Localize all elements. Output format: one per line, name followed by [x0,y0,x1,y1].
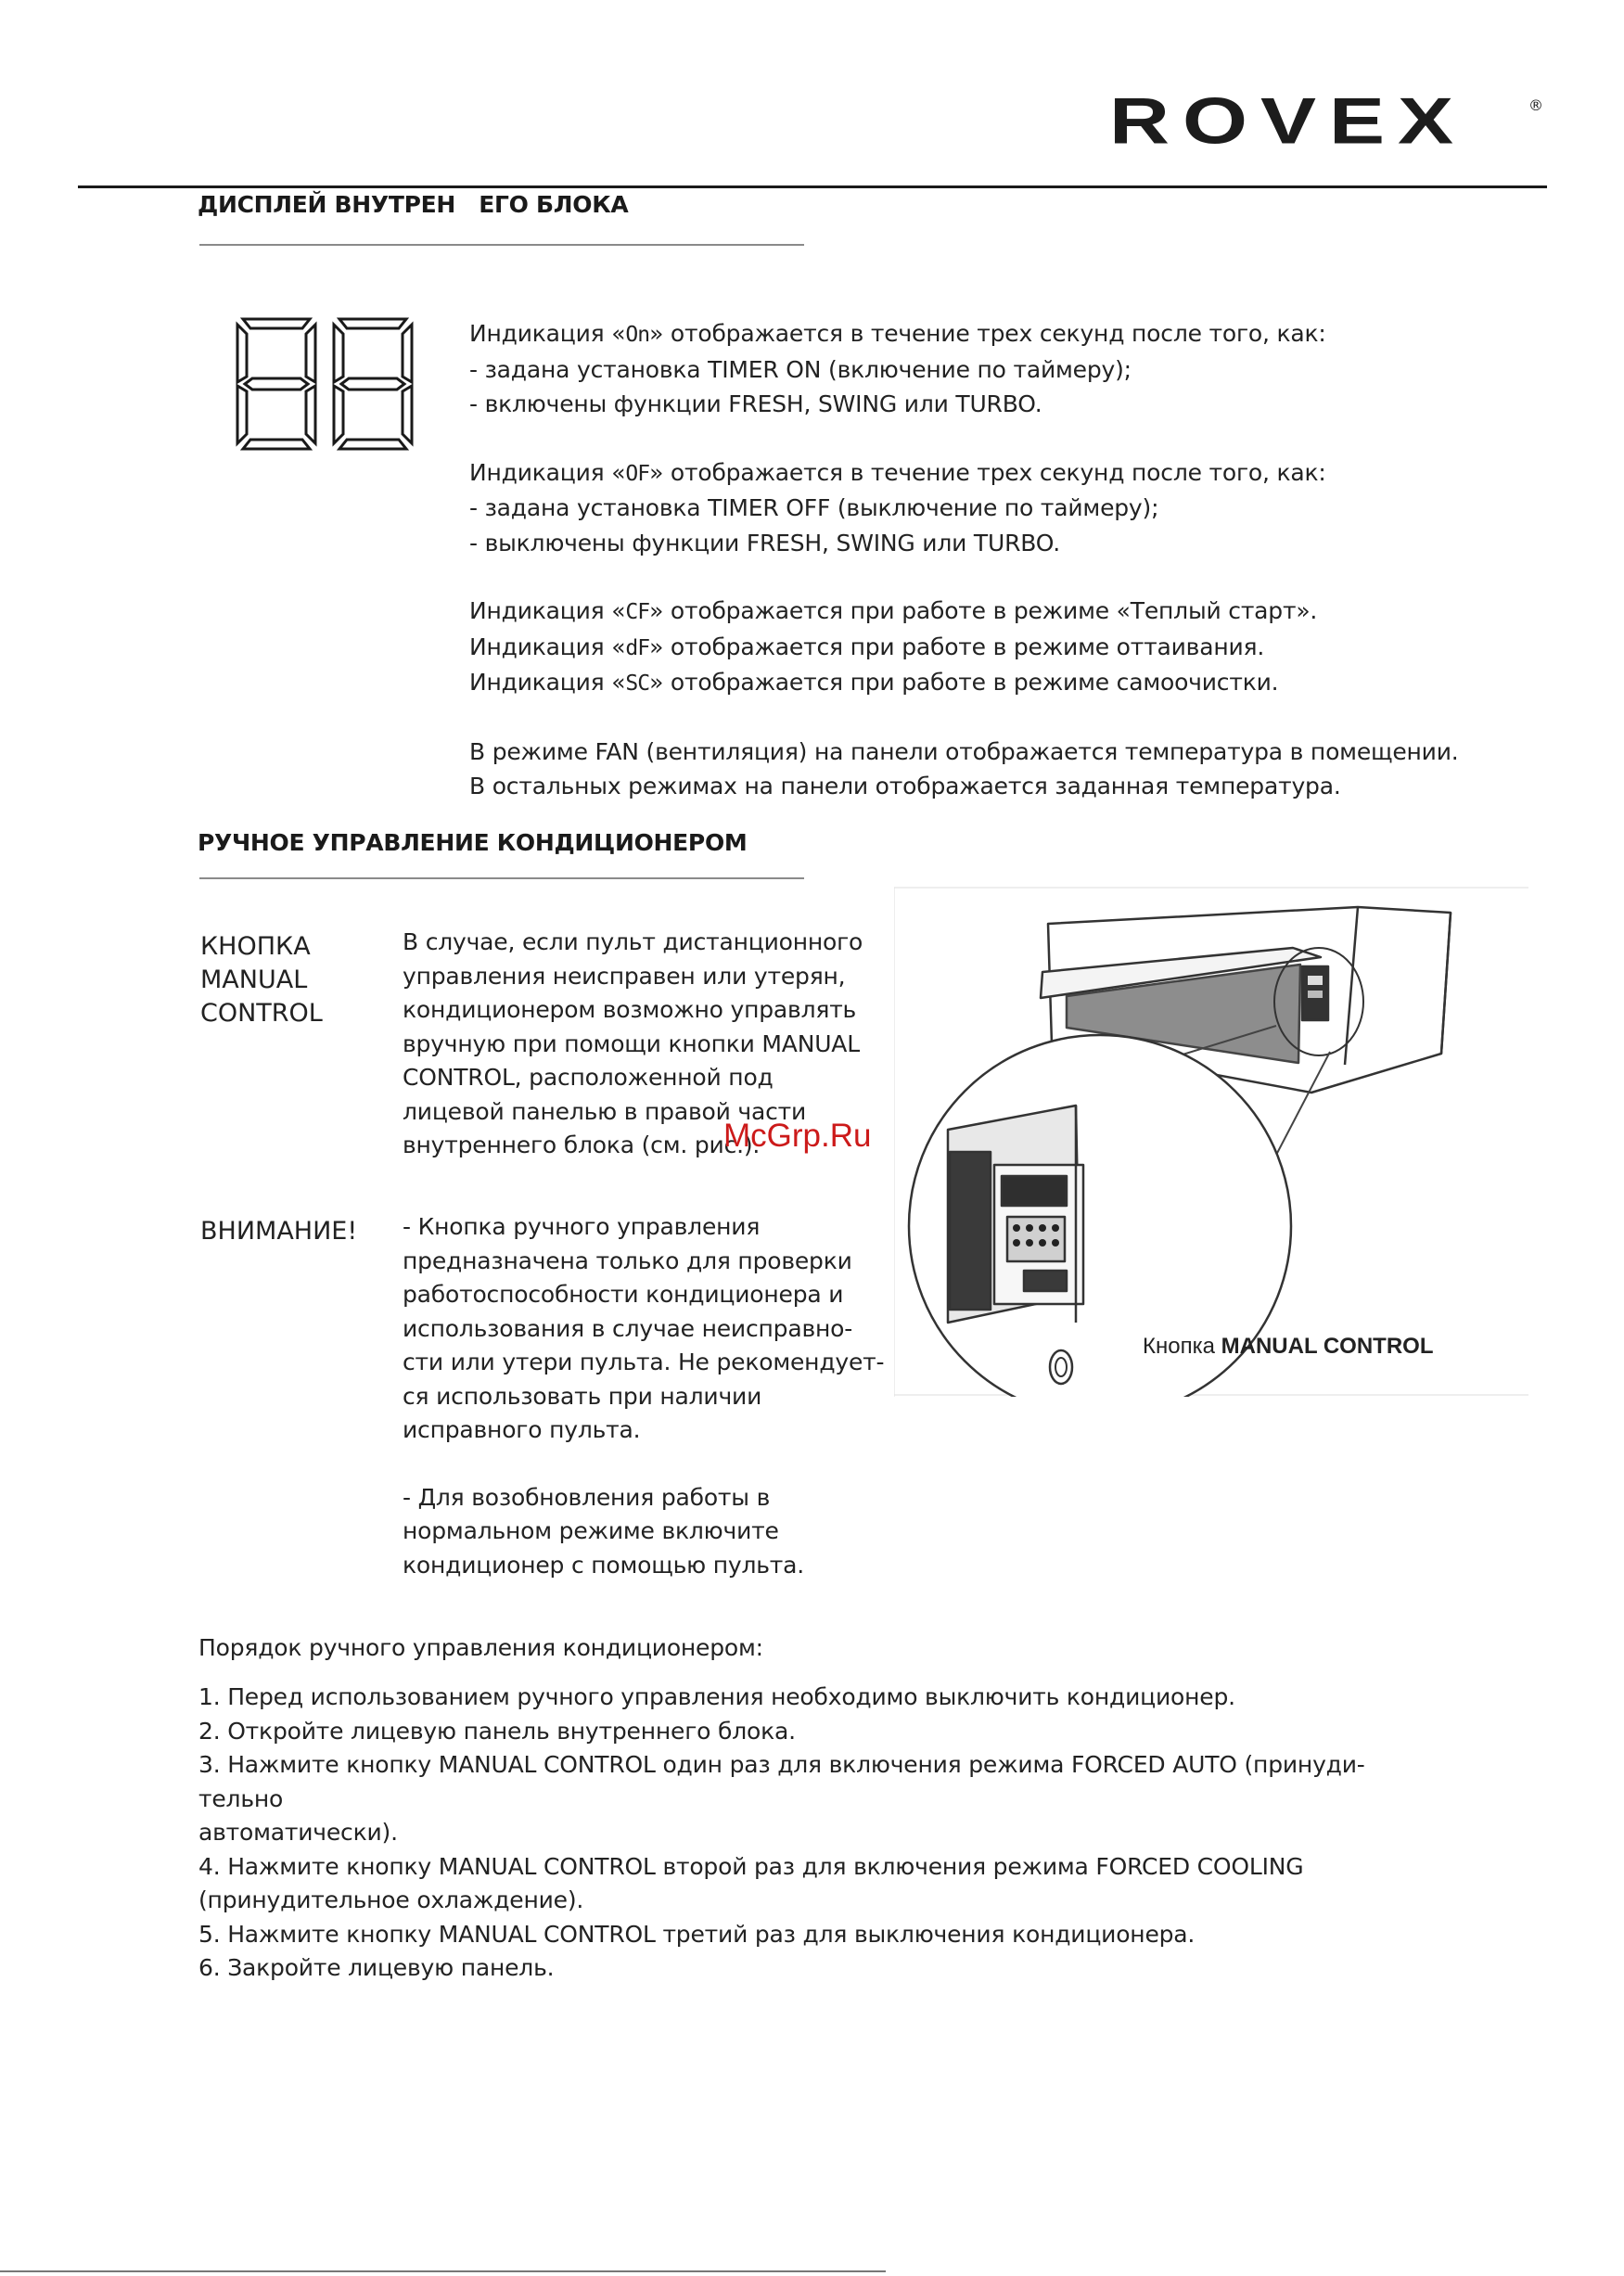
segment-code-df: dF [625,635,650,660]
text-line: кондиционером возможно управлять [403,996,857,1023]
label-warning: ВНИМАНИЕ! [200,1217,358,1246]
procedure-line: тельно [198,1784,284,1812]
text-line: исправного пульта. [403,1416,641,1443]
registered-mark: ® [1528,96,1543,114]
text-fragment: » отображается в течение трех секунд после того, как: [649,458,1326,486]
text-fragment: Индикация « [469,597,626,624]
section-heading-manual: РУЧНОЕ УПРАВЛЕНИЕ КОНДИЦИОНЕРОМ [198,829,748,856]
text-line: управления неисправен или утерян, [403,962,846,990]
illustration-caption [1143,1334,1434,1360]
procedure-line: 6. Закройте лицевую панель. [198,1954,555,1981]
caption-prefix: Кнопка [1143,1334,1221,1359]
line-sc [469,666,1459,701]
section-heading-rule [199,244,804,246]
text-fragment: » отображается в течение трех секунд после того, как: [649,320,1326,347]
paragraph-on [469,317,1459,422]
text-line: использования в случае неисправно- [403,1314,853,1342]
segment-code-off: OF [625,461,650,486]
text-line: - задана установка TIMER OFF (выключение по таймеру); [469,494,1159,521]
procedure-line: 5. Нажмите кнопку MANUAL CONTROL третий раз для выключения кондиционера. [198,1920,1196,1948]
label-line: КНОПКА [200,932,311,961]
text-line: - Для возобновления работы в [403,1483,771,1511]
segment-code-sc: SC [625,671,650,696]
label-line: MANUAL [200,965,308,994]
procedure-line: (принудительное охлаждение). [198,1886,584,1913]
line-off-intro [469,456,1459,492]
display-indication-text [469,317,1459,805]
text-line: работоспособности кондиционера и [403,1281,844,1308]
paragraph-off [469,456,1459,561]
procedure-line: 4. Нажмите кнопку MANUAL CONTROL второй раз для включения режима FORCED COOLING [198,1852,1304,1880]
warning-text [403,1210,884,1582]
section-heading-rule [199,877,804,879]
text-line: кондиционер с помощью пульта. [403,1551,805,1579]
text-fragment: Индикация « [469,633,626,660]
procedure-title: Порядок ручного управления кондиционером: [198,1634,763,1661]
procedure-line: автоматически). [198,1819,398,1846]
footer-rule [0,2270,886,2272]
text-line: В режиме FAN (вентиляция) на панели отображается температура в помещении. [469,737,1459,765]
line-cf [469,595,1459,630]
text-line: предназначена только для проверки [403,1247,852,1274]
text-fragment: Индикация « [469,320,626,347]
text-fragment: » отображается при работе в режиме оттаивания. [649,633,1265,660]
text-line: ся использовать при наличии [403,1382,762,1410]
text-line: внутреннего блока (см. рис.). [403,1132,761,1158]
header-rule [78,185,1547,188]
line-on-intro [469,317,1459,352]
text-line: нормальном режиме включите [403,1517,779,1544]
text-line: - включены функции FRESH, SWING или TURBO. [469,390,1042,417]
text-line: сти или утери пульта. Не рекомендует- [403,1349,885,1375]
text-line: - выключены функции FRESH, SWING или TURBO. [469,529,1060,556]
brand-logo: ROVEX [1109,85,1467,159]
procedure-steps [198,1681,1365,1986]
text-fragment: » отображается при работе в режиме «Теплый старт». [649,597,1318,624]
line-df [469,631,1459,666]
section-heading-display: ДИСПЛЕЙ ВНУТРЕН ЕГО БЛОКА [198,191,629,218]
paragraph-modes [469,595,1459,701]
text-fragment: Индикация « [469,458,626,486]
seven-segment-display-icon [232,315,417,453]
text-line: В остальных режимах на панели отображается заданная температура. [469,773,1341,799]
label-line: CONTROL [200,999,323,1028]
text-fragment: Индикация « [469,669,626,696]
text-line: - задана установка TIMER ON (включение по таймеру); [469,355,1132,383]
text-line: В случае, если пульт дистанционного [403,928,863,955]
procedure-line: 2. Откройте лицевую панель внутреннего блока. [198,1717,796,1745]
segment-code-on: On [625,323,650,347]
text-fragment: » отображается при работе в режиме самоочистки. [649,669,1279,696]
text-line: - Кнопка ручного управления [403,1213,761,1240]
segment-code-cf: CF [625,600,650,624]
manual-control-illustration [894,887,1528,1397]
text-line: лицевой панелью в правой части [403,1097,807,1125]
text-line: вручную при помощи кнопки MANUAL [403,1029,860,1057]
paragraph-temperature [469,735,1459,804]
procedure-line: 1. Перед использованием ручного управления необходимо выключить кондиционер. [198,1683,1235,1710]
caption-bold: MANUAL CONTROL [1221,1334,1434,1359]
watermark: McGrp.Ru [723,1118,872,1154]
text-line: CONTROL, расположенной под [403,1064,774,1091]
procedure-line: 3. Нажмите кнопку MANUAL CONTROL один раз для включения режима FORCED AUTO (принуди- [198,1751,1365,1778]
air-conditioner-icon [894,887,1528,1397]
label-manual-control [200,930,323,1030]
